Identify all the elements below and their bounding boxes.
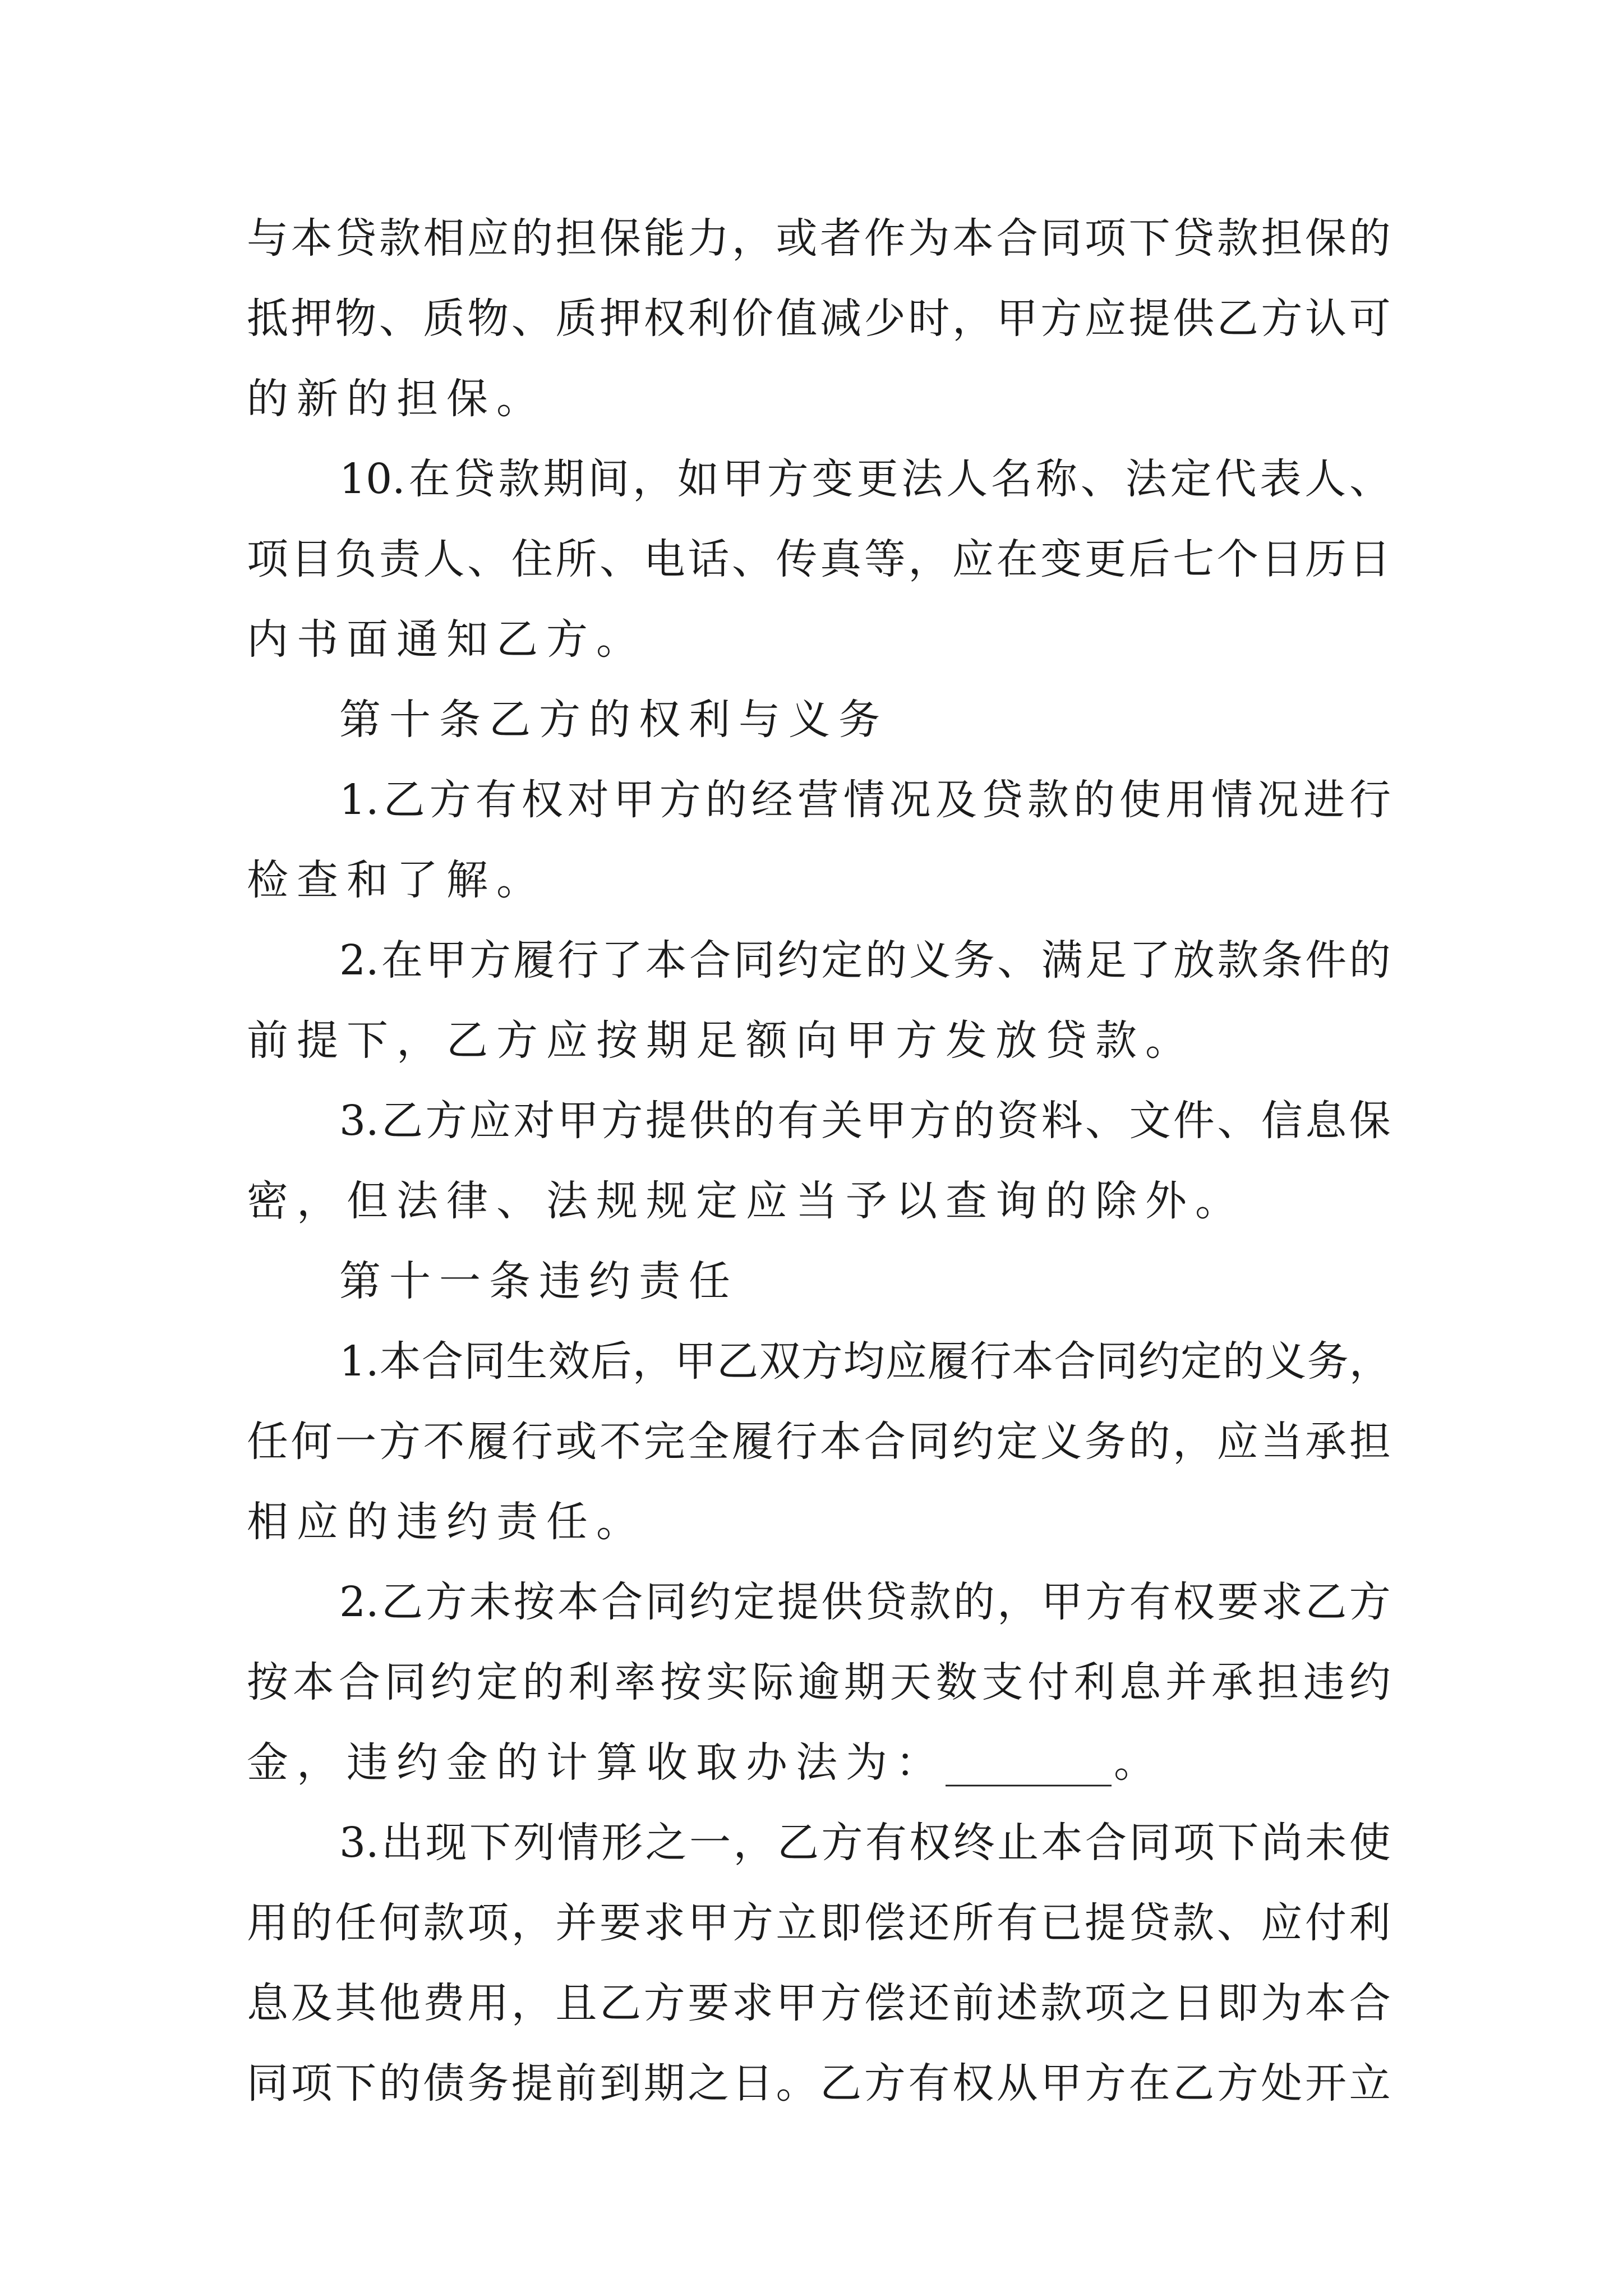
text-line-with-blank: 金 ， 违 约 金 的 计 算 收 取 办 法 为 ： ________ 。 [247, 1738, 1155, 1787]
text-line: 与 本 贷 款 相 应 的 担 保 能 力 ， 或 者 作 为 本 合 同 项 下 贷 款 担 保 的 [247, 214, 1391, 263]
text-line: 抵 押 物 、 质 物 、 质 押 权 利 价 值 减 少 时 ， 甲 方 应 提 供 乙 方 认 可 [247, 295, 1391, 343]
section-heading: 第 十 一 条 违 约 责 任 [339, 1257, 730, 1305]
text-line: 相 应 的 违 约 责 任 。 [247, 1498, 638, 1546]
text-line: 密 ， 但 法 律 、 法 规 规 定 应 当 予 以 查 询 的 除 外 。 [247, 1177, 1237, 1225]
text-line: 2. 在 甲 方 履 行 了 本 合 同 约 定 的 义 务 、 满 足 了 放 款 条 件 的 [339, 936, 1391, 984]
text-line: 同 项 下 的 债 务 提 前 到 期 之 日 。 乙 方 有 权 从 甲 方 在 乙 方 处 开 立 [247, 2059, 1391, 2108]
text-line: 息 及 其 他 费 用 ， 且 乙 方 要 求 甲 方 偿 还 前 述 款 项 之 日 即 为 本 合 [247, 1979, 1391, 2027]
text-line: 前 提 下 ， 乙 方 应 按 期 足 额 向 甲 方 发 放 贷 款 。 [247, 1016, 1187, 1065]
text-line: 3. 乙 方 应 对 甲 方 提 供 的 有 关 甲 方 的 资 料 、 文 件 、 信 息 保 [339, 1097, 1391, 1145]
text-line: 1. 乙 方 有 权 对 甲 方 的 经 营 情 况 及 贷 款 的 使 用 情 况 进 行 [339, 776, 1391, 824]
text-line: 项 目 负 责 人 、 住 所 、 电 话 、 传 真 等 ， 应 在 变 更 后 七 个 日 历 日 [247, 535, 1391, 583]
text-line: 用 的 任 何 款 项 ， 并 要 求 甲 方 立 即 偿 还 所 有 已 提 贷 款 、 应 付 利 [247, 1899, 1391, 1947]
text-line: 任 何 一 方 不 履 行 或 不 完 全 履 行 本 合 同 约 定 义 务 的 ， 应 当 承 担 [247, 1418, 1391, 1466]
text-line: 按 本 合 同 约 定 的 利 率 按 实 际 逾 期 天 数 支 付 利 息 并 承 担 违 约 [247, 1658, 1391, 1706]
text-line: 的 新 的 担 保 。 [247, 375, 538, 423]
text-line: 2. 乙 方 未 按 本 合 同 约 定 提 供 贷 款 的 ， 甲 方 有 权 要 求 乙 方 [339, 1578, 1391, 1626]
text-line: 3. 出 现 下 列 情 形 之 一 ， 乙 方 有 权 终 止 本 合 同 项 下 尚 未 使 [339, 1819, 1391, 1867]
text-line: 1. 本 合 同 生 效 后 ， 甲 乙 双 方 均 应 履 行 本 合 同 约 定 的 义 务 ， [339, 1337, 1391, 1386]
text-line: 10. 在 贷 款 期 间 ， 如 甲 方 变 更 法 人 名 称 、 法 定 代 表 人 、 [339, 455, 1391, 503]
text-line: 检 查 和 了 解 。 [247, 856, 538, 904]
text-line: 内 书 面 通 知 乙 方 。 [247, 615, 638, 664]
section-heading: 第 十 条 乙 方 的 权 利 与 义 务 [339, 696, 880, 744]
